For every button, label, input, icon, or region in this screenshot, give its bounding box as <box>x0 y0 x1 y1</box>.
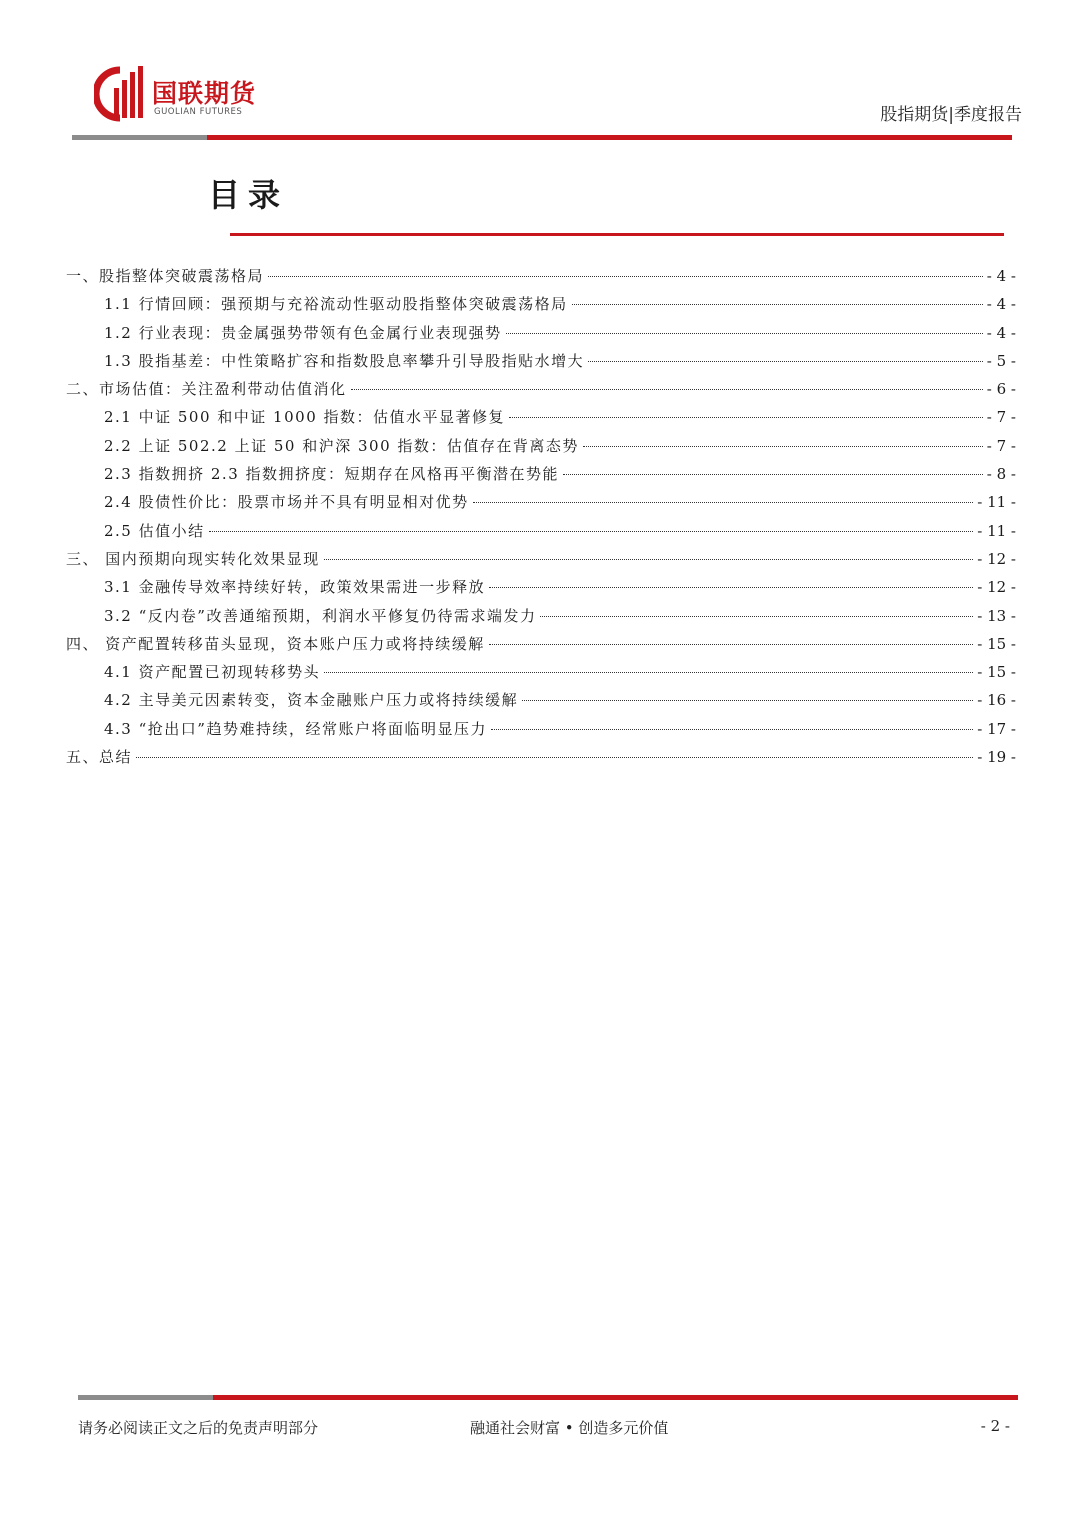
toc-entry-label: 一、股指整体突破震荡格局 <box>66 267 265 285</box>
footer-divider <box>78 1395 1018 1400</box>
logo-mark-icon <box>94 66 146 122</box>
toc-entry-label: 3.1 金融传导效率持续好转，政策效果需进一步释放 <box>104 578 486 597</box>
toc-entry[interactable] <box>66 432 1016 460</box>
footer-slogan: 融通社会财富 • 创造多元价值 <box>470 1419 669 1437</box>
toc-leader-dots <box>522 700 973 701</box>
toc-entry[interactable] <box>66 545 1016 573</box>
toc-entry[interactable] <box>66 460 1016 488</box>
toc-leader-dots <box>583 446 983 447</box>
header-divider <box>72 135 1012 140</box>
toc-leader-dots <box>563 474 983 475</box>
toc-entry[interactable] <box>66 658 1016 686</box>
footer-disclaimer: 请务必阅读正文之后的免责声明部分 <box>78 1419 319 1437</box>
toc-entry-page: - 15 - <box>977 634 1016 653</box>
toc-leader-dots <box>572 304 983 305</box>
toc-entry[interactable] <box>66 347 1016 375</box>
company-logo <box>94 66 294 122</box>
logo-text-en: GUOLIAN FUTURES <box>154 107 243 117</box>
toc-entry-label: 4.1 资产配置已初现转移势头 <box>104 663 321 682</box>
toc-entry-page: - 11 - <box>977 493 1016 512</box>
toc-entry-page: - 13 - <box>977 606 1016 625</box>
toc-entry-label: 三、 国内预期向现实转化效果显现 <box>66 549 320 568</box>
page-number: - 2 - <box>980 1417 1010 1435</box>
toc-entry-label: 4.2 主导美元因素转变，资本金融账户压力或将持续缓解 <box>104 691 519 710</box>
toc-entry-page: - 11 - <box>977 521 1016 540</box>
toc-entry-label: 1.2 行业表现：贵金属强势带领有色金属行业表现强势 <box>104 323 502 342</box>
toc-entry-label: 五、总结 <box>66 748 133 767</box>
toc-entry-page: - 7 - <box>986 408 1016 427</box>
toc-title: 目录 <box>208 176 289 214</box>
toc-leader-dots <box>489 587 973 588</box>
title-underline <box>230 233 1004 236</box>
report-type: 股指期货|季度报告 <box>880 105 1022 125</box>
toc-leader-dots <box>473 502 974 503</box>
toc-entry-page: - 7 - <box>986 436 1016 455</box>
toc-entry[interactable] <box>66 715 1016 743</box>
toc-entry-page: - 17 - <box>977 719 1016 738</box>
toc-entry[interactable] <box>66 375 1016 403</box>
toc-entry-label: 1.3 股指基差：中性策略扩容和指数股息率攀升引导股指贴水增大 <box>104 351 585 370</box>
toc-entry[interactable] <box>66 319 1016 347</box>
toc-entry-label: 2.4 股债性价比：股票市场并不具有明显相对优势 <box>104 493 469 512</box>
toc-entry-page: - 12 - <box>977 549 1016 568</box>
toc-entry-page: - 4 - <box>986 267 1016 285</box>
toc-entry-label: 1.1 行情回顾：强预期与充裕流动性驱动股指整体突破震荡格局 <box>104 295 568 314</box>
table-of-contents <box>66 262 1016 771</box>
toc-entry[interactable] <box>66 602 1016 630</box>
toc-leader-dots <box>540 616 973 617</box>
toc-entry-page: - 12 - <box>977 578 1016 597</box>
toc-leader-dots <box>491 729 973 730</box>
toc-leader-dots <box>489 644 973 645</box>
toc-entry-label: 2.1 中证 500 和中证 1000 指数：估值水平显著修复 <box>104 408 506 427</box>
toc-entry-page: - 15 - <box>977 663 1016 682</box>
toc-entry[interactable] <box>66 403 1016 431</box>
logo-text-cn: 国联期货 <box>152 79 257 108</box>
toc-entry-label: 3.2 “反内卷”改善通缩预期，利润水平修复仍待需求端发力 <box>104 606 537 625</box>
toc-leader-dots <box>506 333 983 334</box>
toc-entry-label: 2.5 估值小结 <box>104 521 205 540</box>
toc-entry[interactable] <box>66 573 1016 601</box>
toc-entry[interactable] <box>66 686 1016 714</box>
toc-leader-dots <box>351 389 983 390</box>
toc-leader-dots <box>136 757 973 758</box>
toc-entry-page: - 4 - <box>986 323 1016 342</box>
toc-entry-label: 2.2 上证 502.2 上证 50 和沪深 300 指数：估值存在背离态势 <box>104 436 579 455</box>
toc-leader-dots <box>324 559 973 560</box>
toc-entry-page: - 4 - <box>986 295 1016 314</box>
toc-entry-page: - 8 - <box>986 465 1016 484</box>
toc-leader-dots <box>509 417 983 418</box>
toc-entry-label: 四、 资产配置转移苗头显现，资本账户压力或将持续缓解 <box>66 634 485 653</box>
toc-entry-label: 4.3 “抢出口”趋势难持续，经常账户将面临明显压力 <box>104 719 487 738</box>
toc-leader-dots <box>209 531 974 532</box>
toc-leader-dots <box>588 361 983 362</box>
toc-entry[interactable] <box>66 630 1016 658</box>
toc-entry-page: - 6 - <box>986 380 1016 399</box>
toc-entry-label: 二、市场估值：关注盈利带动估值消化 <box>66 380 347 399</box>
toc-entry-page: - 16 - <box>977 691 1016 710</box>
toc-entry-label: 2.3 指数拥挤 2.3 指数拥挤度：短期存在风格再平衡潜在势能 <box>104 465 560 484</box>
toc-entry[interactable] <box>66 488 1016 516</box>
toc-entry-page: - 5 - <box>986 351 1016 370</box>
toc-leader-dots <box>268 276 983 277</box>
toc-entry[interactable] <box>66 517 1016 545</box>
toc-entry[interactable] <box>66 743 1016 771</box>
toc-leader-dots <box>324 672 973 673</box>
toc-entry[interactable] <box>66 290 1016 318</box>
toc-entry[interactable] <box>66 262 1016 290</box>
toc-entry-page: - 19 - <box>977 748 1016 767</box>
